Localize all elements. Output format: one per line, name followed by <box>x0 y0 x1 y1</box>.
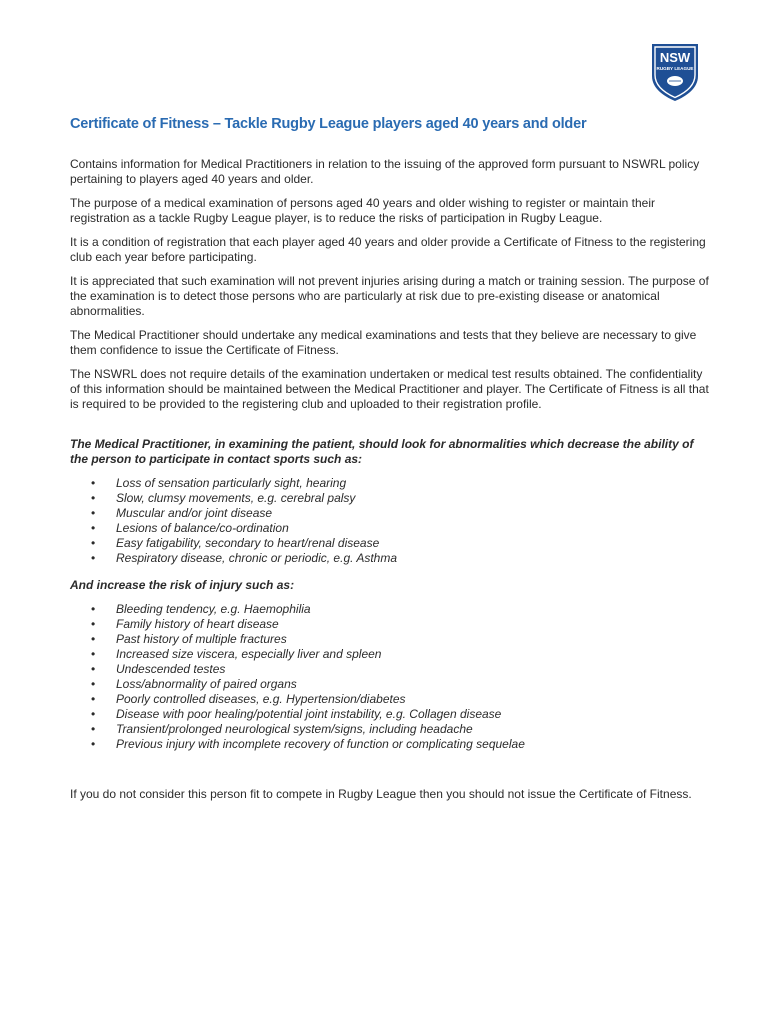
list-item: • Increased size viscera, especially liver and spleen <box>70 647 710 662</box>
risk-list <box>70 602 710 752</box>
list-item: • Loss of sensation particularly sight, hearing <box>70 476 710 491</box>
list-item: • Family history of heart disease <box>70 617 710 632</box>
document-body <box>70 157 710 811</box>
confidentiality-paragraph: The NSWRL does not require details of the examination undertaken or medical test results obtained. The confidentiality of this information should be maintained between the Medical Practitioner and player. The Certificate of Fitness is all that is required to be provided to the registering club and uploaded to their registration profile. <box>70 367 709 411</box>
limitations-paragraph: It is appreciated that such examination will not prevent injuries arising during a match or training session. The purpose of the examination is to detect those persons who are particularly at risk due to pre-existing disease or anatomical abnormalities. <box>70 274 709 318</box>
list-item: • Easy fatigability, secondary to heart/renal disease <box>70 536 710 551</box>
condition-paragraph: It is a condition of registration that each player aged 40 years and older provide a Certificate of Fitness to the registering club each year before participating. <box>70 235 706 264</box>
list-item: • Disease with poor healing/potential joint instability, e.g. Collagen disease <box>70 707 710 722</box>
list-item: • Loss/abnormality of paired organs <box>70 677 710 692</box>
list-item: • Respiratory disease, chronic or periodic, e.g. Asthma <box>70 551 710 566</box>
logo-text-rugby-league: RUGBY LEAGUE <box>656 66 694 71</box>
list-item: • Slow, clumsy movements, e.g. cerebral palsy <box>70 491 710 506</box>
shield-icon <box>649 42 701 102</box>
examinations-paragraph: The Medical Practitioner should undertake any medical examinations and tests that they believe are necessary to give them confidence to issue the Certificate of Fitness. <box>70 328 697 357</box>
list-item: • Muscular and/or joint disease <box>70 506 710 521</box>
abnormalities-list <box>70 476 710 566</box>
list-item: • Transient/prolonged neurological system/signs, including headache <box>70 722 710 737</box>
logo-text-nsw: NSW <box>659 50 691 65</box>
list-item: • Poorly controlled diseases, e.g. Hypertension/diabetes <box>70 692 710 707</box>
closing-paragraph: If you do not consider this person fit to compete in Rugby League then you should not issue the Certificate of Fitness. <box>70 787 692 801</box>
list-item: • Lesions of balance/co-ordination <box>70 521 710 536</box>
list-item: • Previous injury with incomplete recovery of function or complicating sequelae <box>70 737 710 752</box>
risk-heading: And increase the risk of injury such as: <box>70 578 295 592</box>
list-item: • Undescended testes <box>70 662 710 677</box>
nsw-rugby-league-logo <box>649 42 701 102</box>
list-item: • Past history of multiple fractures <box>70 632 710 647</box>
purpose-paragraph: The purpose of a medical examination of persons aged 40 years and older wishing to register or maintain their registration as a tackle Rugby League player, is to reduce the risks of participation in Rugby League. <box>70 196 655 225</box>
list-item: • Bleeding tendency, e.g. Haemophilia <box>70 602 710 617</box>
intro-paragraph: Contains information for Medical Practitioners in relation to the issuing of the approved form pursuant to NSWRL policy pertaining to players aged 40 years and older. <box>70 157 700 186</box>
page-title: Certificate of Fitness – Tackle Rugby League players aged 40 years and older <box>70 116 587 132</box>
abnormalities-heading: The Medical Practitioner, in examining the patient, should look for abnormalities which decrease the ability of the person to participate in contact sports such as: <box>70 437 694 466</box>
